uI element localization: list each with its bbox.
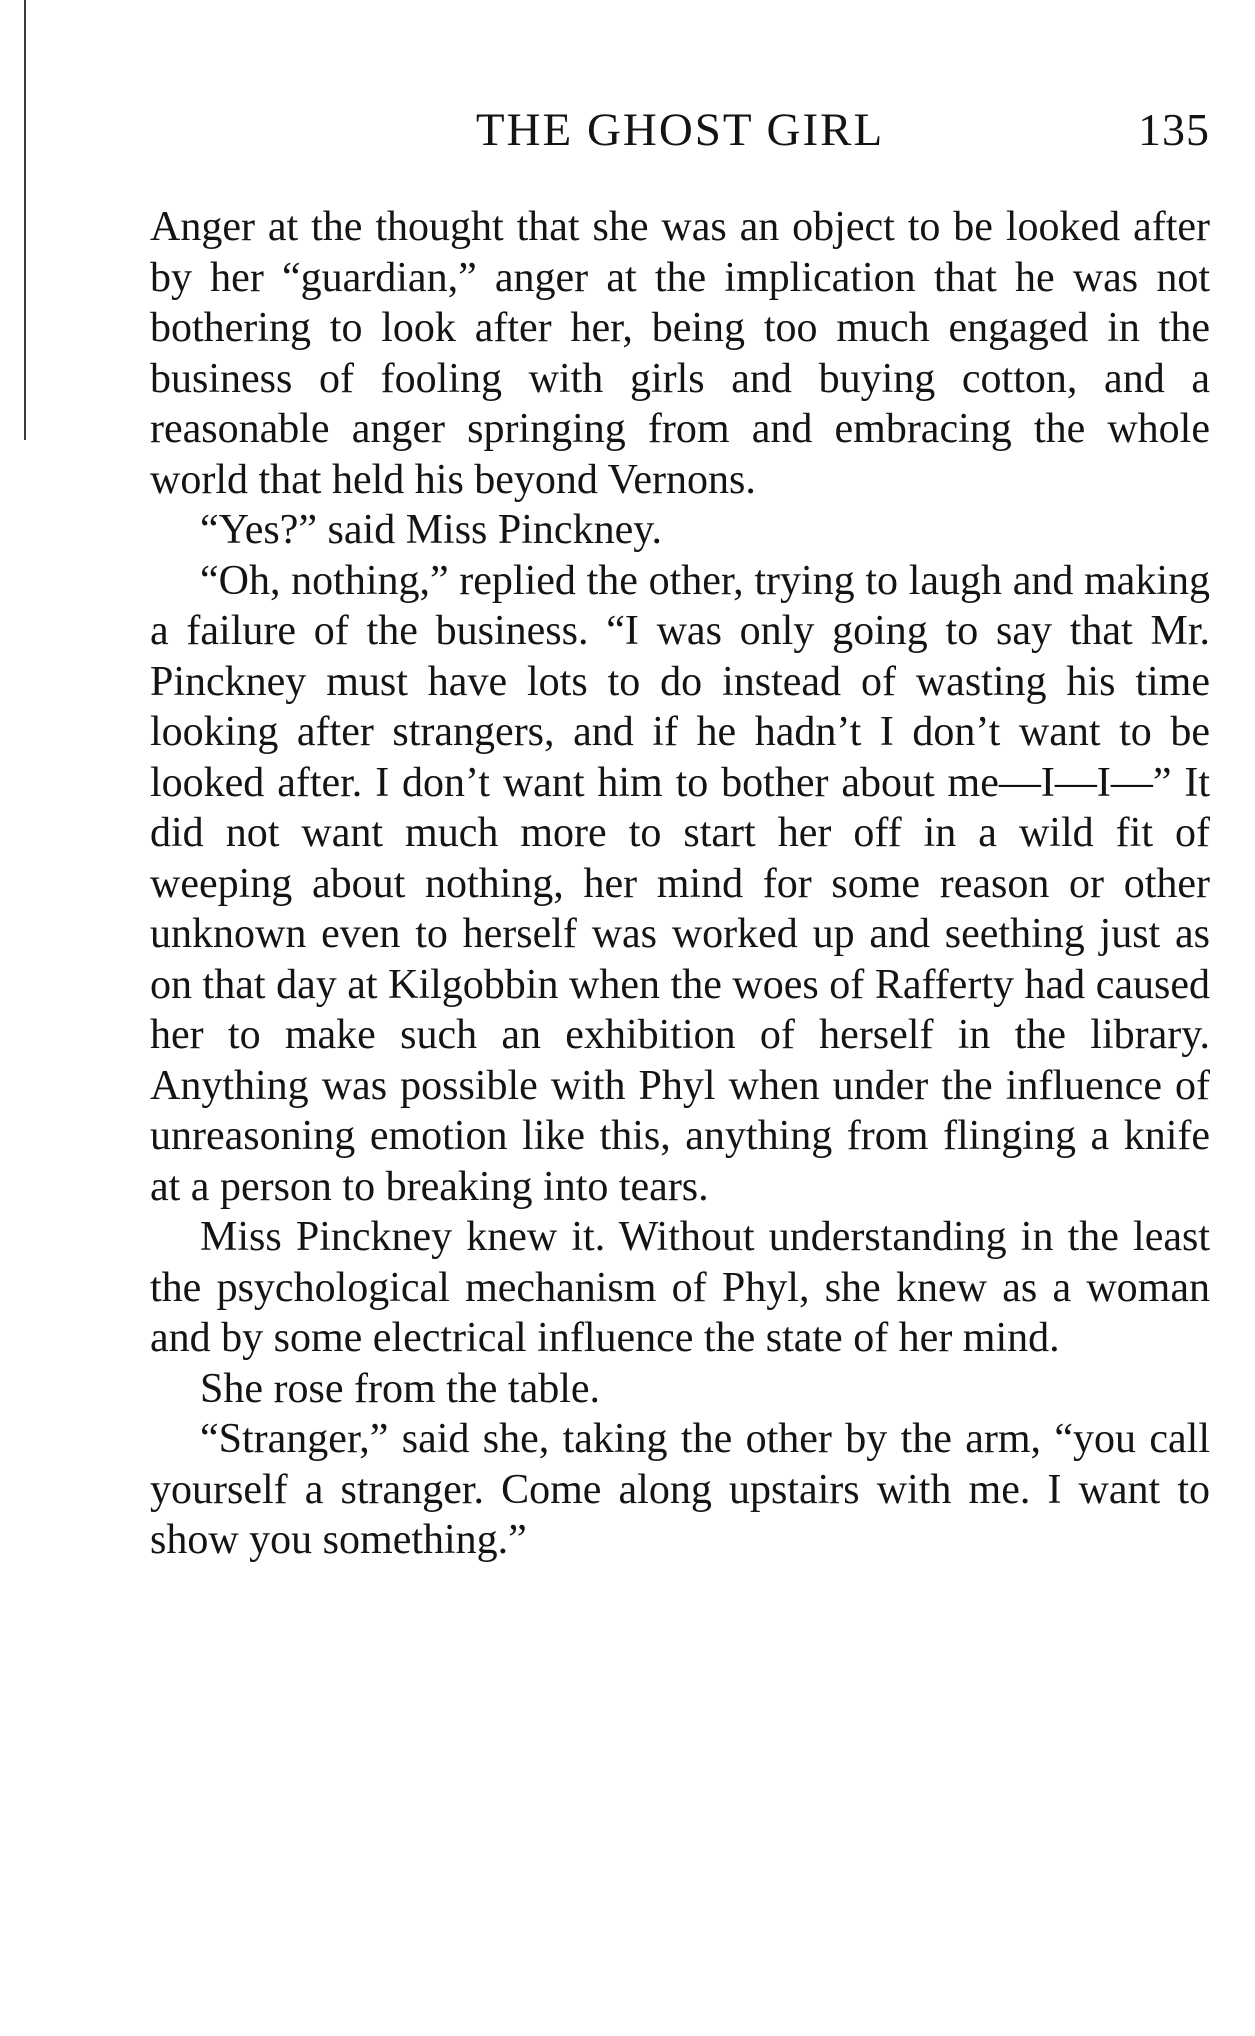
- body-text: [150, 202, 1210, 1566]
- paragraph: “Yes?” said Miss Pinckney.: [200, 507, 662, 553]
- paragraph: “Oh, nothing,” replied the other, trying to laugh and making a failure of the business. “I was only going to say that Mr. Pinckney must have lots to do instead of wasting his time looking after strangers, and if he hadn’t I don’t want to be looked after. I don’t want him to bother about me—I—I—” It did not want much more to start her off in a wild fit of weeping about nothing, her mind for some reason or other unknown even to herself was worked up and seething just as on that day at Kilgobbin when the woes of Rafferty had caused her to make such an exhibition of herself in the library. Anything was possible with Phyl when under the influence of unreasoning emotion like this, anything from flinging a knife at a person to breaking into tears.: [150, 557, 1210, 1210]
- running-title: THE GHOST GIRL: [475, 104, 885, 156]
- page-number: 135: [1138, 104, 1210, 155]
- paragraph: She rose from the table.: [200, 1365, 601, 1412]
- paragraph: Miss Pinckney knew it. Without understanding in the least the psychological mechanism of Phyl, she knew as a woman and by some electrical influence the state of her mind.: [150, 1214, 1210, 1361]
- running-header: [150, 100, 1210, 160]
- page-edge-rule: [24, 0, 26, 440]
- paragraph: Anger at the thought that she was an object to be looked after by her “guardian,” anger at the implication that he was not bothering to look after her, being too much engaged in the business of fooling with girls and buying cotton, and a reasonable anger springing from and embracing the whole world that held his beyond Vernons.: [150, 204, 1210, 503]
- paragraph: “Stranger,” said she, taking the other by the arm, “you call yourself a stranger. Come along upstairs with me. I want to show you something.”: [150, 1416, 1210, 1563]
